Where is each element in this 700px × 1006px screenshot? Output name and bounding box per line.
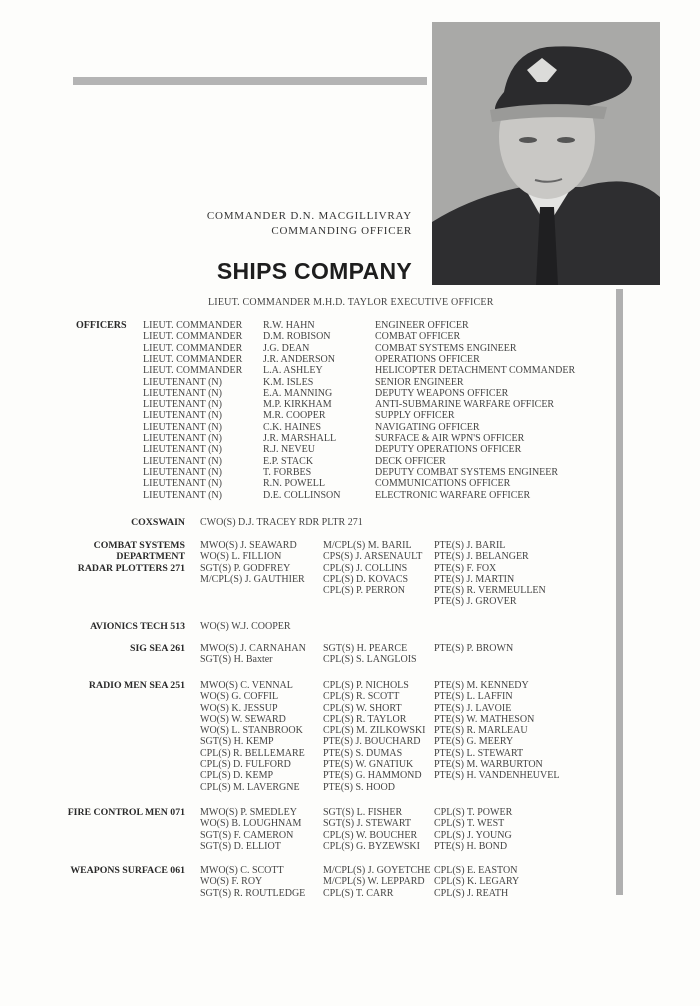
officer-rank: LIEUTENANT (N): [143, 444, 222, 456]
crew-member: SGT(S) P. GODFREY: [200, 562, 291, 574]
officer-name: T. FORBES: [263, 466, 312, 478]
officer-rank: LIEUTENANT (N): [143, 478, 222, 490]
officer-rank: LIEUTENANT (N): [143, 387, 222, 399]
member-column: [434, 865, 519, 899]
crew-member: PTE(S) H. BOND: [434, 840, 508, 852]
crew-member: SGT(S) L. FISHER: [323, 807, 403, 818]
crew-member: PTE(S) L. LAFFIN: [434, 691, 513, 703]
crew-member: PTE(S) M. KENNEDY: [434, 680, 529, 691]
officer-role: DEPUTY WEAPONS OFFICER: [375, 387, 509, 399]
officer-role: DEPUTY COMBAT SYSTEMS ENGINEER: [375, 466, 559, 478]
crew-member: CPL(S) T. WEST: [434, 818, 505, 830]
crew-member: CPL(S) J. REATH: [434, 887, 509, 899]
officer-name: C.K. HAINES: [263, 421, 322, 433]
crew-member: CPL(S) P. NICHOLS: [323, 680, 409, 691]
crew-member: CPL(S) T. POWER: [434, 807, 513, 818]
member-column: [200, 865, 305, 899]
crew-member: CPL(S) S. LANGLOIS: [323, 654, 417, 666]
officer-rank: LIEUTENANT (N): [143, 399, 222, 411]
officer-rank: LIEUTENANT (N): [143, 410, 222, 422]
officer-rank: LIEUT. COMMANDER: [143, 365, 243, 377]
crew-member: PTE(S) J. BOUCHARD: [323, 736, 421, 748]
crew-member: PTE(S) G. MEERY: [434, 736, 514, 748]
officer-role: NAVIGATING OFFICER: [375, 421, 480, 433]
officer-rank: LIEUT. COMMANDER: [143, 342, 243, 354]
crew-member: PTE(S) R. MARLEAU: [434, 725, 528, 737]
section-label: [5, 517, 185, 528]
officer-rank: LIEUTENANT (N): [143, 376, 222, 388]
commanding-officer-name: COMMANDER D.N. MACGILLIVRAY: [206, 210, 412, 222]
officer-name: E.A. MANNING: [263, 387, 333, 399]
officer-role: COMBAT OFFICER: [375, 331, 461, 343]
officer-role: ELECTRONIC WARFARE OFFICER: [375, 489, 531, 501]
crew-member: WO(S) L. FILLION: [200, 551, 282, 563]
officer-role: OPERATIONS OFFICER: [375, 353, 480, 365]
member-column: [323, 807, 420, 852]
crew-member: CPL(S) E. EASTON: [434, 865, 518, 876]
crew-member: SGT(S) R. ROUTLEDGE: [200, 887, 306, 899]
crew-member: SGT(S) D. ELLIOT: [200, 840, 281, 852]
officer-name: M.R. COOPER: [263, 410, 326, 422]
crew-member: SGT(S) H. PEARCE: [323, 643, 408, 654]
officer-rank: LIEUT. COMMANDER: [143, 353, 243, 365]
officer-rank: LIEUTENANT (N): [143, 433, 222, 444]
crew-member: PTE(S) F. FOX: [434, 562, 497, 574]
crew-member: PTE(S) L. STEWART: [434, 747, 524, 759]
member-column: [200, 621, 291, 632]
officer-role: COMMUNICATIONS OFFICER: [375, 478, 511, 490]
crew-member: PTE(S) H. VANDENHEUVEL: [434, 770, 560, 782]
officer-role: HELICOPTER DETACHMENT COMMANDER: [375, 365, 576, 377]
crew-member: PTE(S) G. HAMMOND: [323, 770, 422, 782]
section-label-line: FIRE CONTROL MEN 071: [67, 807, 185, 818]
member-column: [434, 807, 512, 852]
officer-role: SURFACE & AIR WPN'S OFFICER: [375, 433, 525, 444]
section-label: [5, 643, 185, 654]
commanding-officer-caption: [150, 209, 412, 239]
member-column: [200, 680, 305, 793]
crew-member: CWO(S) D.J. TRACEY RDR PLTR 271: [200, 517, 363, 528]
crew-member: M/CPL(S) M. BARIL: [323, 540, 412, 551]
decorative-vertical-bar: [616, 289, 623, 895]
officer-name: E.P. STACK: [263, 455, 314, 467]
officer-name: D.M. ROBISON: [263, 331, 331, 343]
crew-member: PTE(S) P. BROWN: [434, 643, 514, 654]
officer-name: K.M. ISLES: [263, 376, 314, 388]
crew-member: PTE(S) W. MATHESON: [434, 713, 535, 725]
crew-member: CPL(S) R. TAYLOR: [323, 713, 407, 725]
crew-member: M/CPL(S) W. LEPPARD: [323, 876, 425, 888]
crew-member: PTE(S) J. MARTIN: [434, 573, 515, 585]
officer-name: J.R. MARSHALL: [263, 433, 337, 444]
crew-member: M/CPL(S) J. GAUTHIER: [200, 573, 305, 585]
crew-member: MWO(S) J. CARNAHAN: [200, 643, 306, 654]
crew-member: SGT(S) J. STEWART: [323, 818, 412, 830]
officer-role: DECK OFFICER: [375, 455, 446, 467]
crew-member: PTE(S) J. BARIL: [434, 540, 506, 551]
crew-member: WO(S) G. COFFIL: [200, 691, 279, 703]
section-label-line: COXSWAIN: [131, 517, 185, 528]
crew-member: CPL(S) W. BOUCHER: [323, 829, 418, 841]
section-label-line: DEPARTMENT: [116, 551, 185, 563]
section-label: [5, 865, 185, 876]
commanding-officer-portrait: [432, 22, 660, 285]
crew-member: PTE(S) W. GNATIUK: [323, 759, 414, 771]
officer-rank: LIEUTENANT (N): [143, 466, 222, 478]
officers-label: OFFICERS: [76, 320, 127, 331]
crew-member: WO(S) W.J. COOPER: [200, 621, 291, 632]
officer-role: DEPUTY OPERATIONS OFFICER: [375, 444, 522, 456]
member-column: [200, 540, 305, 585]
crew-member: CPL(S) G. BYZEWSKI: [323, 840, 420, 852]
officer-rank: LIEUTENANT (N): [143, 489, 222, 501]
section-label: [5, 807, 185, 818]
officer-role: ENGINEER OFFICER: [375, 320, 469, 331]
section-label-line: SIG SEA 261: [130, 643, 185, 654]
crew-member: CPL(S) J. COLLINS: [323, 562, 408, 574]
member-column: [323, 540, 422, 596]
member-column: [323, 680, 426, 793]
crew-member: CPS(S) J. ARSENAULT: [323, 551, 423, 563]
crew-member: CPL(S) D. FULFORD: [200, 759, 291, 771]
member-column: [434, 680, 559, 782]
crew-member: PTE(S) J. LAVOIE: [434, 702, 512, 714]
crew-member: WO(S) F. ROY: [200, 876, 263, 888]
member-column: [323, 643, 417, 666]
officer-name: M.P. KIRKHAM: [263, 399, 332, 411]
section-label: [5, 680, 185, 691]
crew-member: WO(S) W. SEWARD: [200, 713, 286, 725]
executive-officer: LIEUT. COMMANDER M.H.D. TAYLOR EXECUTIVE OFFICER: [208, 297, 494, 308]
section-label-line: RADIO MEN SEA 251: [88, 680, 185, 691]
crew-member: CPL(S) R. SCOTT: [323, 691, 400, 703]
crew-member: WO(S) K. JESSUP: [200, 702, 278, 714]
officer-role: SUPPLY OFFICER: [375, 410, 455, 422]
officer-rank: LIEUT. COMMANDER: [143, 331, 243, 343]
crew-member: PTE(S) J. GROVER: [434, 596, 517, 608]
crew-member: PTE(S) S. DUMAS: [323, 747, 403, 759]
section-label-line: WEAPONS SURFACE 061: [70, 865, 185, 876]
crew-member: PTE(S) R. VERMEULLEN: [434, 585, 546, 597]
crew-member: CPL(S) K. LEGARY: [434, 876, 520, 888]
crew-member: SGT(S) H. KEMP: [200, 736, 274, 748]
crew-member: CPL(S) D. KEMP: [200, 770, 274, 782]
section-label: [5, 621, 185, 632]
officer-rank: LIEUT. COMMANDER: [143, 320, 243, 331]
officer-role: ANTI-SUBMARINE WARFARE OFFICER: [375, 399, 555, 411]
crew-member: SGT(S) F. CAMERON: [200, 829, 294, 841]
officer-role: SENIOR ENGINEER: [375, 376, 464, 388]
member-column: [200, 517, 363, 528]
crew-member: MWO(S) J. SEAWARD: [200, 540, 297, 551]
section-label: [5, 540, 185, 574]
member-column: [434, 540, 546, 608]
crew-member: PTE(S) M. WARBURTON: [434, 759, 543, 771]
officer-name: R.W. HAHN: [263, 320, 315, 331]
crew-member: WO(S) L. STANBROOK: [200, 725, 303, 737]
officer-name: D.E. COLLINSON: [263, 489, 341, 501]
page-title: SHIPS COMPANY: [216, 258, 412, 284]
crew-member: M/CPL(S) J. GOYETCHE: [323, 865, 431, 876]
crew-member: WO(S) B. LOUGHNAM: [200, 818, 302, 830]
officer-name: R.J. NEVEU: [263, 444, 315, 456]
officer-name: J.R. ANDERSON: [263, 353, 335, 365]
crew-member: CPL(S) T. CARR: [323, 887, 394, 899]
officer-name: R.N. POWELL: [263, 478, 325, 490]
section-label-line: AVIONICS TECH 513: [90, 621, 185, 632]
member-column: [200, 807, 301, 852]
officer-rank: LIEUTENANT (N): [143, 421, 222, 433]
crew-member: CPL(S) P. PERRON: [323, 585, 405, 597]
member-column: [323, 865, 431, 899]
crew-member: CPL(S) M. ZILKOWSKI: [323, 725, 426, 737]
officer-rank: LIEUTENANT (N): [143, 455, 222, 467]
officer-name: J.G. DEAN: [263, 342, 310, 354]
member-column: [200, 643, 306, 666]
crew-member: PTE(S) J. BELANGER: [434, 551, 529, 563]
crew-member: CPL(S) R. BELLEMARE: [200, 747, 305, 759]
crew-member: SGT(S) H. Baxter: [200, 654, 273, 666]
crew-member: CPL(S) M. LAVERGNE: [200, 781, 300, 793]
crew-member: MWO(S) P. SMEDLEY: [200, 807, 297, 818]
officer-name: L.A. ASHLEY: [263, 365, 323, 377]
section-label-line: COMBAT SYSTEMS: [93, 540, 185, 551]
officer-role: COMBAT SYSTEMS ENGINEER: [375, 342, 517, 354]
crew-member: CPL(S) D. KOVACS: [323, 573, 409, 585]
crew-member: PTE(S) S. HOOD: [323, 781, 395, 793]
section-label-line: RADAR PLOTTERS 271: [77, 562, 185, 574]
commanding-officer-title: COMMANDING OFFICER: [271, 225, 412, 237]
decorative-horizontal-bar: [73, 77, 427, 85]
crew-member: CPL(S) J. YOUNG: [434, 829, 512, 841]
member-column: [434, 643, 513, 654]
crew-member: MWO(S) C. VENNAL: [200, 680, 293, 691]
crew-member: MWO(S) C. SCOTT: [200, 865, 284, 876]
crew-member: CPL(S) W. SHORT: [323, 702, 402, 714]
